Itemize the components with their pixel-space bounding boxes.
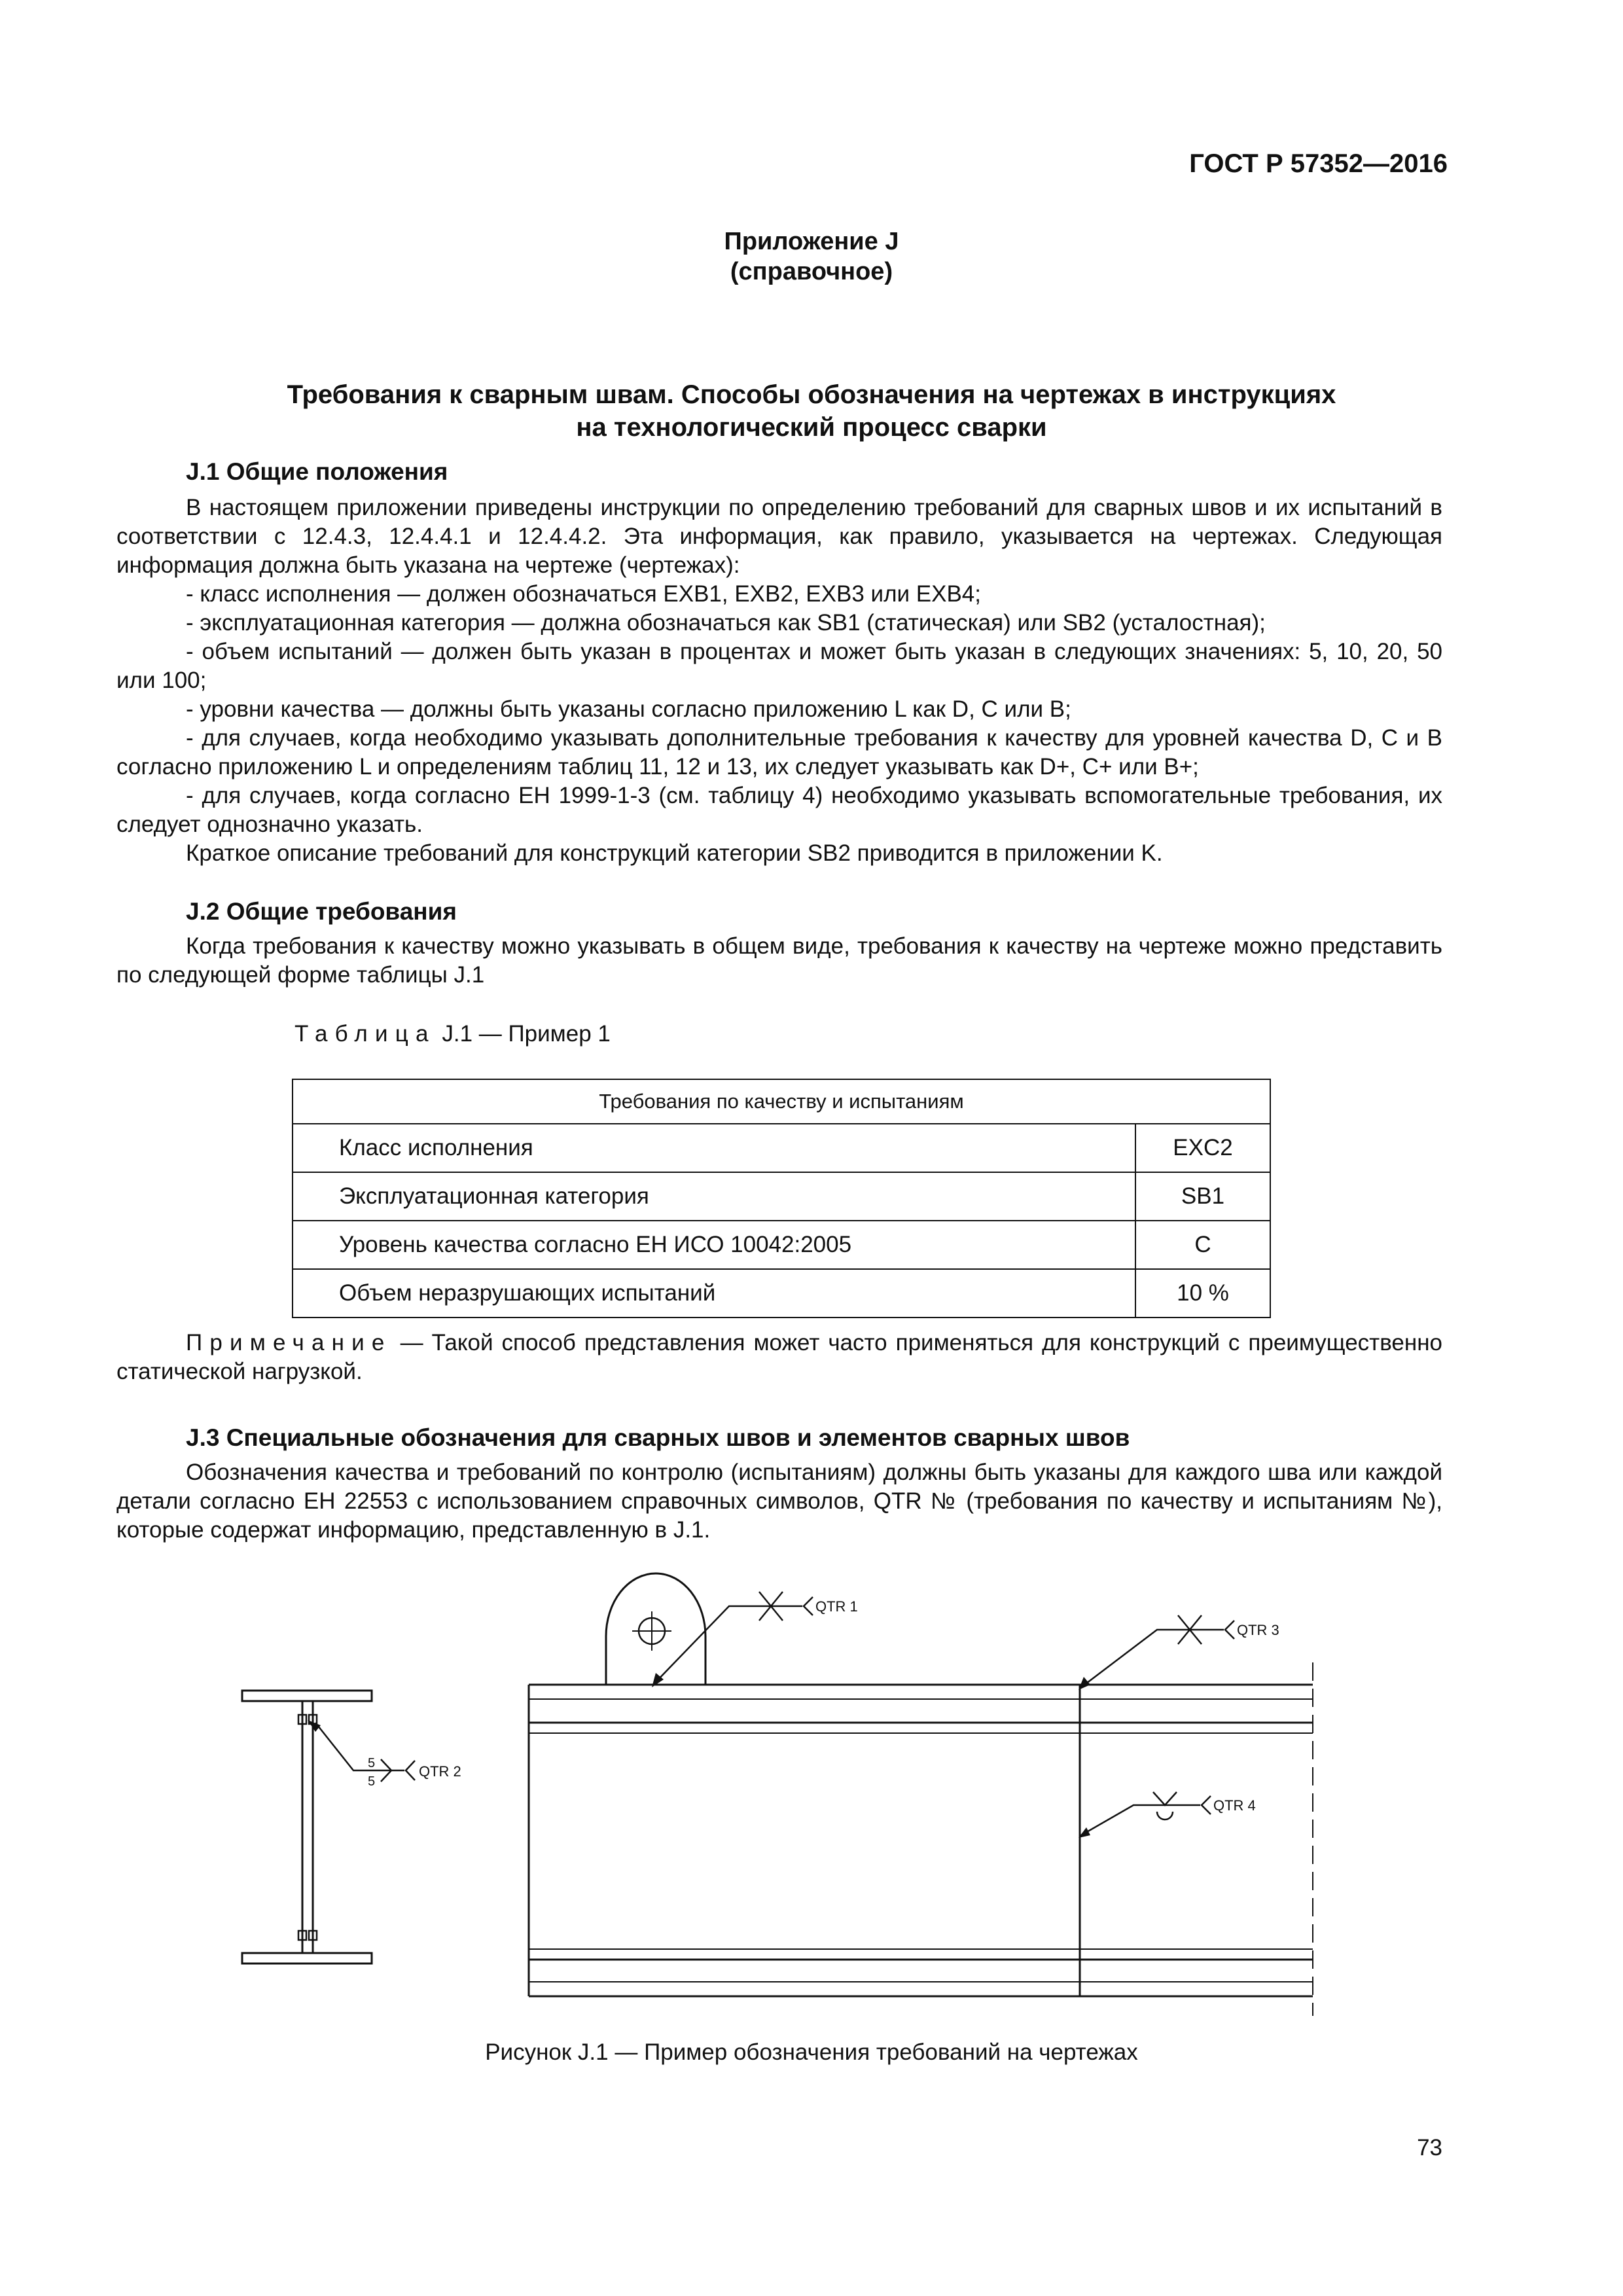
table-caption-word: Таблица <box>294 1021 436 1047</box>
table-caption-rest: J.1 — Пример 1 <box>442 1021 611 1047</box>
table-row-label: Объем неразрушающих испытаний <box>293 1269 1135 1318</box>
section-3-text: Обозначения качества и требований по контролю (испытаниям) должны быть указаны для каждого шва или каждой детали согласно ЕН 22553 с использованием справочных символов, QTR № (требования по качеству и испытаниям №), которые содержат информацию, представленную в J.1. <box>116 1460 1442 1543</box>
table-row-value: 10 % <box>1135 1269 1270 1318</box>
note-word: Примечание <box>186 1330 392 1355</box>
weld-symbol-qtr4 <box>1081 1792 1211 1835</box>
figure-caption: Рисунок J.1 — Пример обозначения требований на чертежах <box>485 2039 1138 2065</box>
list-item: - для случаев, когда необходимо указывать дополнительные требования к качеству для уровней качества D, C и B согласно приложению L и определениям таблиц 11, 12 и 13, их следует указывать как D+, C+ или B+; <box>116 725 1442 780</box>
appendix-title: Приложение J <box>724 228 899 255</box>
table-row-label: Класс исполнения <box>293 1124 1135 1172</box>
table-row-label: Уровень качества согласно ЕН ИСО 10042:2005 <box>293 1221 1135 1269</box>
table-row-value: C <box>1135 1221 1270 1269</box>
table-row-value: SB1 <box>1135 1172 1270 1221</box>
qtr4-label: QTR 4 <box>1213 1797 1256 1814</box>
note-text: — Такой способ представления может часто применяться для конструкций с преимущественно статической нагрузкой. <box>116 1330 1442 1384</box>
section-1-intro: В настоящем приложении приведены инструкции по определению требований для сварных швов и их испытаний в соответствии с 12.4.3, 12.4.4.1 и 12.4.4.2. Эта информация, как правило, указывается на чертежах. Следующая информация должна быть указана на чертеже (чертежах): <box>116 495 1442 578</box>
table-row-value: EXC2 <box>1135 1124 1270 1172</box>
weld-size-bottom: 5 <box>368 1774 376 1789</box>
section-2-heading: J.2 Общие требования <box>186 898 457 925</box>
qtr2-label: QTR 2 <box>419 1763 461 1780</box>
qtr1-label: QTR 1 <box>815 1598 858 1615</box>
section-3-heading: J.3 Специальные обозначения для сварных швов и элементов сварных швов <box>186 1424 1130 1451</box>
weld-symbol-qtr3 <box>1081 1615 1234 1687</box>
document-code: ГОСТ Р 57352—2016 <box>1189 149 1448 178</box>
section-1-summary: Краткое описание требований для конструкций категории SB2 приводится в приложении K. <box>186 840 1163 866</box>
i-beam-section <box>242 1691 372 1964</box>
qtr3-label: QTR 3 <box>1237 1622 1279 1638</box>
list-item: - эксплуатационная категория — должна обозначаться как SB1 (статическая) или SB2 (усталостная); <box>186 610 1266 636</box>
lifting-lug <box>606 1573 705 1685</box>
appendix-subtitle: (справочное) <box>730 258 893 285</box>
list-item: - объем испытаний — должен быть указан в процентах и может быть указан в следующих значениях: 5, 10, 20, 50 или 100; <box>116 639 1442 693</box>
page-number: 73 <box>1417 2135 1442 2161</box>
beam-elevation <box>529 1662 1313 2016</box>
weld-symbol-qtr2 <box>315 1723 415 1782</box>
list-item: - уровни качества — должны быть указаны согласно приложению L как D, C или B; <box>186 696 1071 722</box>
weld-size-top: 5 <box>368 1756 376 1770</box>
section-2-text: Когда требования к качеству можно указывать в общем виде, требования к качеству на чертеже можно представить по следующей форме таблицы J.1 <box>116 933 1442 988</box>
weld-symbol-qtr1 <box>654 1592 813 1683</box>
table-row-label: Эксплуатационная категория <box>293 1172 1135 1221</box>
section-1-heading: J.1 Общие положения <box>186 458 448 485</box>
table-header: Требования по качеству и испытаниям <box>293 1079 1270 1124</box>
list-item: - для случаев, когда согласно ЕН 1999-1-3 (см. таблицу 4) необходимо указывать вспомогательные требования, их следует однозначно указать. <box>116 783 1442 837</box>
list-item: - класс исполнения — должен обозначаться ЕХВ1, ЕХВ2, ЕХВ3 или ЕХВ4; <box>186 581 981 607</box>
main-title-line-1: Требования к сварным швам. Способы обозначения на чертежах в инструкциях <box>287 380 1336 409</box>
main-title-line-2: на технологический процесс сварки <box>576 413 1047 442</box>
